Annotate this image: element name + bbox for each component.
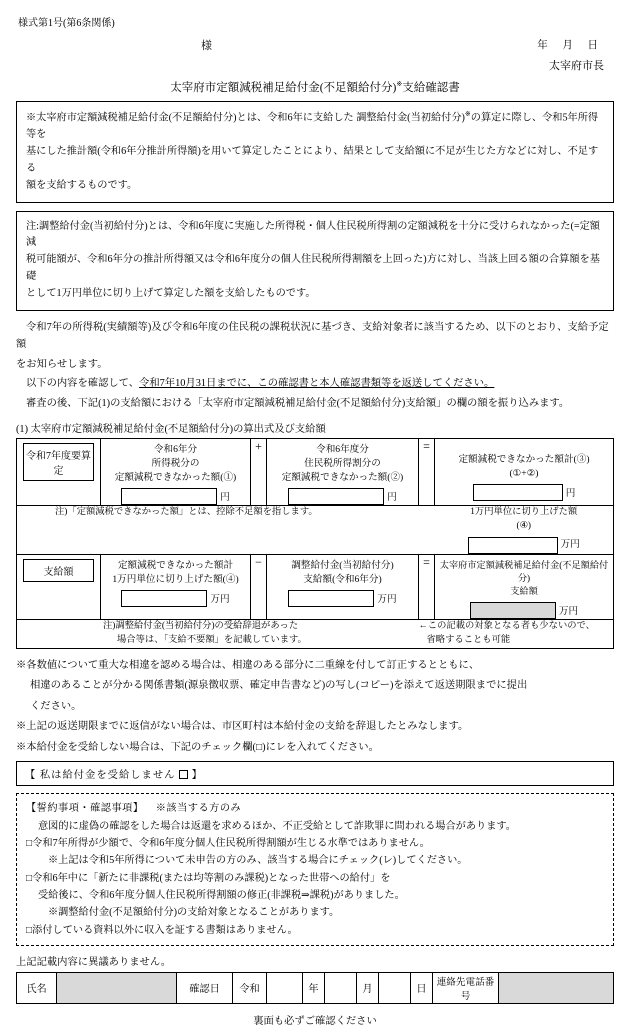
year-label: 年 bbox=[303, 972, 325, 1003]
calc-note-row-2 bbox=[17, 619, 614, 648]
calc-row1-label: 令和7年度要算定 bbox=[23, 443, 94, 481]
day-input[interactable] bbox=[379, 972, 411, 1003]
input-r2-amount-2[interactable] bbox=[288, 590, 374, 607]
name-input[interactable] bbox=[57, 972, 177, 1003]
pledge-item-1-l2: ※上記は令和5年所得について未申告の方のみ、該当する場合にチェック(レ)してください。 bbox=[48, 855, 468, 867]
definition-note-box bbox=[16, 211, 614, 311]
pledge-warning: 意図的に虚偽の確認をした場合は返還を求めるほか、不正受給として詐欺罪に問われる場合があります。 bbox=[38, 820, 516, 832]
calc-row-1 bbox=[17, 439, 614, 506]
deadline-underline: 令和7年10月31日までに、この確認書と本人確認書類等を返送してください。 bbox=[139, 378, 495, 390]
unit-yen-2: 円 bbox=[387, 492, 397, 504]
form-number: 様式第1号(第6条関係) bbox=[18, 18, 115, 29]
pledge-title: 【誓約事項・確認事項】 bbox=[26, 803, 144, 815]
operator-equal: = bbox=[419, 439, 435, 506]
operator-plus: + bbox=[251, 439, 267, 506]
definition-line3: として1万円単位に切り上げて算定した額を支給したものです。 bbox=[26, 287, 316, 299]
pledge-item-3[interactable]: □添付している資料以外に収入を証する書類はありません。 bbox=[26, 924, 298, 936]
input-r2-amount-1[interactable] bbox=[121, 590, 207, 607]
year-input[interactable] bbox=[267, 972, 303, 1003]
unit-man-1: 万円 bbox=[560, 539, 580, 551]
decline-checkbox[interactable] bbox=[179, 770, 188, 779]
r2-col2-head-2: 支給額(令和6年分) bbox=[303, 573, 382, 585]
bullet-3: ※本給付金を受給しない場合は、下記のチェック欄(□)にレを入れてください。 bbox=[16, 741, 379, 753]
calc-col3 bbox=[435, 439, 614, 506]
operator-equal-2: = bbox=[419, 554, 435, 619]
intro-paragraphs bbox=[16, 319, 614, 413]
calc-note-1-cell bbox=[17, 505, 435, 554]
confirm-date-label: 確認日 bbox=[177, 972, 233, 1003]
deadline-line bbox=[16, 375, 614, 393]
instruction-bullets bbox=[16, 657, 614, 757]
calc-col1 bbox=[101, 439, 251, 506]
pledge-item-2-l2: 受給後に、令和6年度分個人住民税所得割額の修正(非課税⇒課税)がありました。 bbox=[38, 889, 405, 901]
col1-head-2: 所得税分の bbox=[151, 458, 200, 470]
intro-line2: をお知らせします。 bbox=[16, 358, 108, 370]
deadline-prefix: 以下の内容を確認して、 bbox=[26, 378, 140, 390]
calc-note-row bbox=[17, 505, 614, 554]
unit-man-3: 万円 bbox=[377, 594, 397, 606]
name-label: 氏名 bbox=[17, 972, 57, 1003]
header-row bbox=[16, 37, 614, 72]
page-title bbox=[16, 79, 614, 95]
calc-r2-col3 bbox=[435, 554, 614, 619]
transfer-line: 審査の後、下記(1)の支給額における「太宰府市定額減税補足給付金(不足額給付分)支給額」の欄の額を振り込みます。 bbox=[26, 397, 570, 409]
r2-col3-head-2: 支給額 bbox=[510, 586, 538, 597]
date-line: 年 月 日 bbox=[537, 40, 604, 51]
col1-head-3: 定額減税できなかった額(①) bbox=[114, 471, 237, 483]
pledge-item-1-l1[interactable]: □令和7年所得が少額で、令和6年度分個人住民税所得割額が生じる水準ではありません。 bbox=[26, 837, 430, 849]
calc-note-2-cell bbox=[17, 619, 419, 648]
calc-note-2-l1: 注)調整給付金(当初給付分)の受給辞退があった bbox=[103, 620, 299, 631]
r2-col3-head-1: 太宰府市定額減税補足給付金(不足額給付分) bbox=[439, 559, 609, 584]
calc-note-3-cell bbox=[419, 619, 614, 648]
pledge-item-2-l1[interactable]: □令和6年中に「新たに非課税(または均等割のみ課税)となった世帯への給付」を bbox=[26, 872, 391, 884]
r2-col1-head-1: 定額減税できなかった額計 bbox=[117, 559, 234, 571]
bullet-1-l1: ※各数値について重大な相違を認める場合は、相違のある部分に二重線を付して訂正するとともに、 bbox=[16, 659, 480, 671]
col2-head-2: 住民税所得割分の bbox=[304, 458, 381, 470]
r2-col2-head-1: 調整給付金(当初給付分) bbox=[291, 559, 394, 571]
day-label: 日 bbox=[411, 972, 433, 1003]
tel-label: 連絡先電話番号 bbox=[433, 972, 499, 1003]
decline-text: 私は給付金を受給しません bbox=[39, 770, 176, 782]
calculation-table bbox=[16, 438, 614, 649]
calc-row2-label-cell bbox=[17, 554, 101, 619]
page-title-main: 太宰府市定額減税補足給付金(不足額給付分) bbox=[170, 82, 397, 94]
input-amount-2[interactable] bbox=[288, 488, 384, 505]
r2-col1-head-2: 1万円単位に切り上げた額(④) bbox=[112, 573, 239, 585]
bullet-1-l2: 相違のあることが分かる関係書類(源泉徴収票、確定申告書など)の写し(コピー)を添えて返送期限までに提出 bbox=[30, 680, 528, 692]
issuer-mayor: 太宰府市長 bbox=[549, 60, 604, 72]
section-1-label: (1) 太宰府市定額減税補足給付金(不足額給付分)の算出式及び支給額 bbox=[16, 424, 326, 436]
roundup-number: (④) bbox=[516, 520, 532, 531]
month-label: 月 bbox=[357, 972, 379, 1003]
page-title-sup: ※ bbox=[396, 80, 403, 89]
footer-note: 裏面も必ずご確認ください bbox=[253, 1015, 377, 1027]
decline-open: 【 bbox=[25, 770, 37, 782]
pledge-title-sub: ※該当する方のみ bbox=[155, 803, 242, 815]
definition-line2: 税可能額が、令和6年分の推計所得額又は令和6年度分の個人住民税所得割額を上回った)方に対し、当該上回る額の合算額を基礎 bbox=[26, 254, 600, 283]
calc-note-2-l2: 場合等は、「支給不要額」を記載しています。 bbox=[117, 634, 307, 645]
calc-r2-col2 bbox=[267, 554, 419, 619]
month-input[interactable] bbox=[325, 972, 357, 1003]
input-amount-3[interactable] bbox=[473, 484, 563, 501]
bullet-2: ※上記の返送期限までに返信がない場合は、市区町村は本給付金の支給を辞退したとみなします。 bbox=[16, 721, 469, 733]
bullet-1-l3: ください。 bbox=[30, 700, 82, 712]
agreement-text: 上記記載内容に異議ありません。 bbox=[16, 956, 172, 968]
operator-minus: − bbox=[251, 554, 267, 619]
signature-row bbox=[17, 972, 614, 1003]
definition-line1: 注:調整給付金(当初給付分)とは、令和6年度に実施した所得税・個人住民税所得割の定額減税を十分に受けられなかった(=定額減 bbox=[26, 220, 600, 249]
page-title-tail: 支給確認書 bbox=[402, 82, 460, 94]
unit-yen-3: 円 bbox=[565, 488, 576, 500]
calc-note-3-l1: ←この記載の対象となる者も少ないので、 bbox=[418, 620, 595, 631]
pledge-block bbox=[16, 793, 614, 946]
unit-yen-1: 円 bbox=[220, 492, 230, 504]
unit-man-2: 万円 bbox=[210, 594, 230, 606]
unit-man-4: 万円 bbox=[558, 606, 579, 618]
col2-head-1: 令和6年度分 bbox=[316, 444, 369, 456]
roundup-cell bbox=[435, 505, 614, 554]
notice-line2: 基にした推計額(令和6年分推計所得額)を用いて算定したことにより、結果として支給額に不足が生じた方などに対し、不足する bbox=[26, 146, 599, 174]
addressee-suffix: 様 bbox=[201, 40, 212, 52]
input-amount-1[interactable] bbox=[121, 488, 217, 505]
intro-line1: 令和7年の所得税(実績額等)及び令和6年度の住民税の課税状況に基づき、支給対象者に該当するため、以下のとおり、支給予定額 bbox=[16, 321, 609, 351]
col1-head-1: 令和6年分 bbox=[153, 444, 198, 456]
calc-note-1: 注)「定額減税できなかった額」とは、控除不足額を指します。 bbox=[55, 506, 318, 517]
calc-note-3-l2: 省略することも可能 bbox=[426, 634, 511, 645]
notice-line1b: の算定に際し、令和5年所得等を bbox=[26, 112, 599, 141]
era-label: 令和 bbox=[233, 972, 267, 1003]
input-roundup[interactable] bbox=[468, 537, 558, 554]
calc-r2-col1 bbox=[101, 554, 251, 619]
notice-line1: ※太宰府市定額減税補足給付金(不足額給付分)とは、令和6年に支給した 調整給付金(当初給付分) bbox=[26, 112, 465, 124]
decline-close: 】 bbox=[191, 770, 203, 782]
calc-row2-label: 支給額 bbox=[23, 559, 94, 582]
notice-sup: ※ bbox=[464, 110, 471, 118]
decline-box bbox=[16, 761, 614, 786]
col3-head-2: (①+②) bbox=[509, 468, 539, 480]
signature-table bbox=[16, 972, 614, 1004]
tel-input[interactable] bbox=[499, 972, 614, 1003]
input-final-amount[interactable] bbox=[470, 602, 556, 619]
col2-head-3: 定額減税できなかった額(②) bbox=[281, 471, 404, 483]
calc-row-2 bbox=[17, 554, 614, 619]
col3-head-1: 定額減税できなかった額計(③) bbox=[458, 454, 590, 466]
calc-row1-label-cell bbox=[17, 439, 101, 506]
pledge-item-2-l3: ※調整給付金(不足額給付分)の支給対象となることがあります。 bbox=[48, 907, 340, 919]
calc-col2 bbox=[267, 439, 419, 506]
roundup-label: 1万円単位に切り上げた額 bbox=[470, 506, 578, 517]
notice-line3: 額を支給するものです。 bbox=[26, 179, 138, 191]
notice-box bbox=[16, 101, 614, 203]
